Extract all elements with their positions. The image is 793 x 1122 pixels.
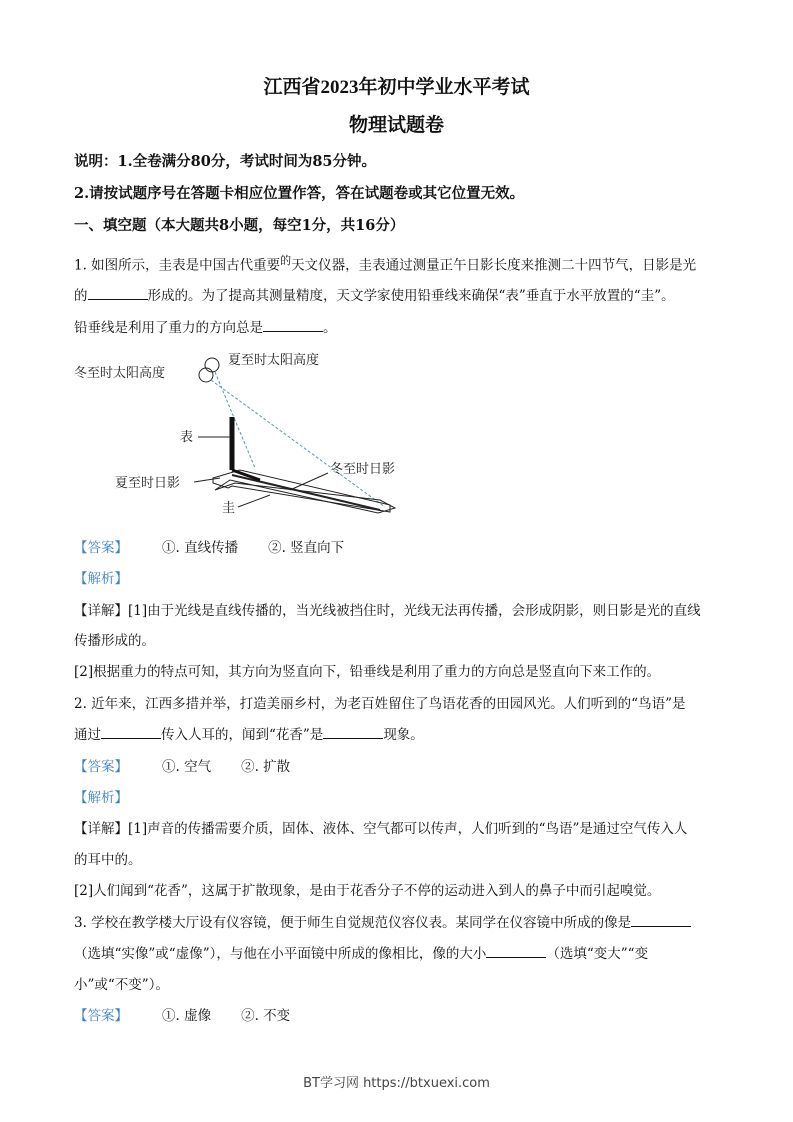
note-2: 2.请按试题序号在答题卡相应位置作答，答在试题卷或其它位置无效。 (74, 185, 525, 202)
note-1: 说明：1.全卷满分80分，考试时间为85分钟。 (74, 153, 376, 170)
q1-detail-3: [2]根据重力的特点可知，其方向为竖直向下，铅垂线是利用了重力的方向总是竖直向下来工作的。 (74, 664, 661, 680)
q2-line2: 通过 传入人耳的，闻到“花香”是 现象。 (74, 727, 424, 743)
gui-label: 圭 (222, 501, 236, 516)
section-heading: 一、填空题（本大题共8小题，每空1分，共16分） (74, 217, 405, 234)
summer-shadow-label: 夏至时日影 (115, 476, 181, 491)
q1-analysis-label: 【解析】 (74, 571, 128, 587)
q2-analysis-label: 【解析】 (74, 790, 128, 806)
winter-sun-label: 冬至时太阳高度 (74, 366, 166, 381)
q2-detail-1: 【详解】[1]声音的传播需要介质，固体、液体、空气都可以传声，人们听到的“鸟语”是通过空气传入人 (74, 821, 688, 837)
q3-answer: 【答案】 ①. 虚像 ②. 不变 (74, 1008, 291, 1024)
q1-line2: 的 形成的。为了提高其测量精度，天文学家使用铅垂线来确保“表”垂直于水平放置的“圭”。 (74, 288, 675, 304)
q3-line3: 小”或“不变”）。 (74, 977, 169, 993)
summer-sun-label: 夏至时太阳高度 (228, 353, 320, 368)
summer-ray (215, 372, 255, 468)
gnomon-figure (60, 340, 420, 530)
summer-sun (205, 358, 219, 372)
q3-line2: （选填“实像”或“虚像”），与他在小平面镜中所成的像相比，像的大小 （选填“变大”“变 (74, 946, 649, 962)
footer-watermark: BT学习网 https://btxuexi.com (303, 1076, 490, 1091)
biao-label: 表 (180, 430, 194, 445)
q3-line1: 3. 学校在教学楼大厅设有仪容镜，便于师生自觉规范仪容仪表。某同学在仪容镜中所成的像是 (74, 911, 691, 931)
q1-detail-1: 【详解】[1]由于光线是直线传播的，当光线被挡住时，光线无法再传播，会形成阴影，则日影是光的直线 (74, 603, 701, 619)
q2-detail-2: 的耳中的。 (74, 852, 142, 868)
winter-shadow-label: 冬至时日影 (330, 462, 396, 477)
q1-answer: 【答案】 ①. 直线传播 ②. 竖直向下 (74, 540, 345, 556)
q2-answer: 【答案】 ①. 空气 ②. 扩散 (74, 759, 291, 775)
page-subtitle: 物理试题卷 (348, 115, 444, 136)
q1-line1: 1. 如图所示，圭表是中国古代重要$^的$天文仪器，圭表通过测量正午日影长度来推测二十四节气，日影是光 (74, 254, 697, 274)
q2-line1: 2. 近年来，江西多措并举，打造美丽乡村，为老百姓留住了鸟语花香的田园风光。人们听到的“鸟语”是 (74, 696, 686, 712)
q1-line3: 铅垂线是利用了重力的方向总是 。 (74, 320, 337, 336)
page-title: 江西省2023年初中学业水平考试 (263, 77, 530, 98)
q1-detail-2: 传播形成的。 (74, 633, 155, 649)
winter-ray (211, 380, 385, 507)
q2-detail-3: [2]人们闻到“花香”，这属于扩散现象，是由于花香分子不停的运动进入到人的鼻子中而引起嗅觉。 (74, 883, 661, 899)
winter-sun (199, 368, 213, 382)
